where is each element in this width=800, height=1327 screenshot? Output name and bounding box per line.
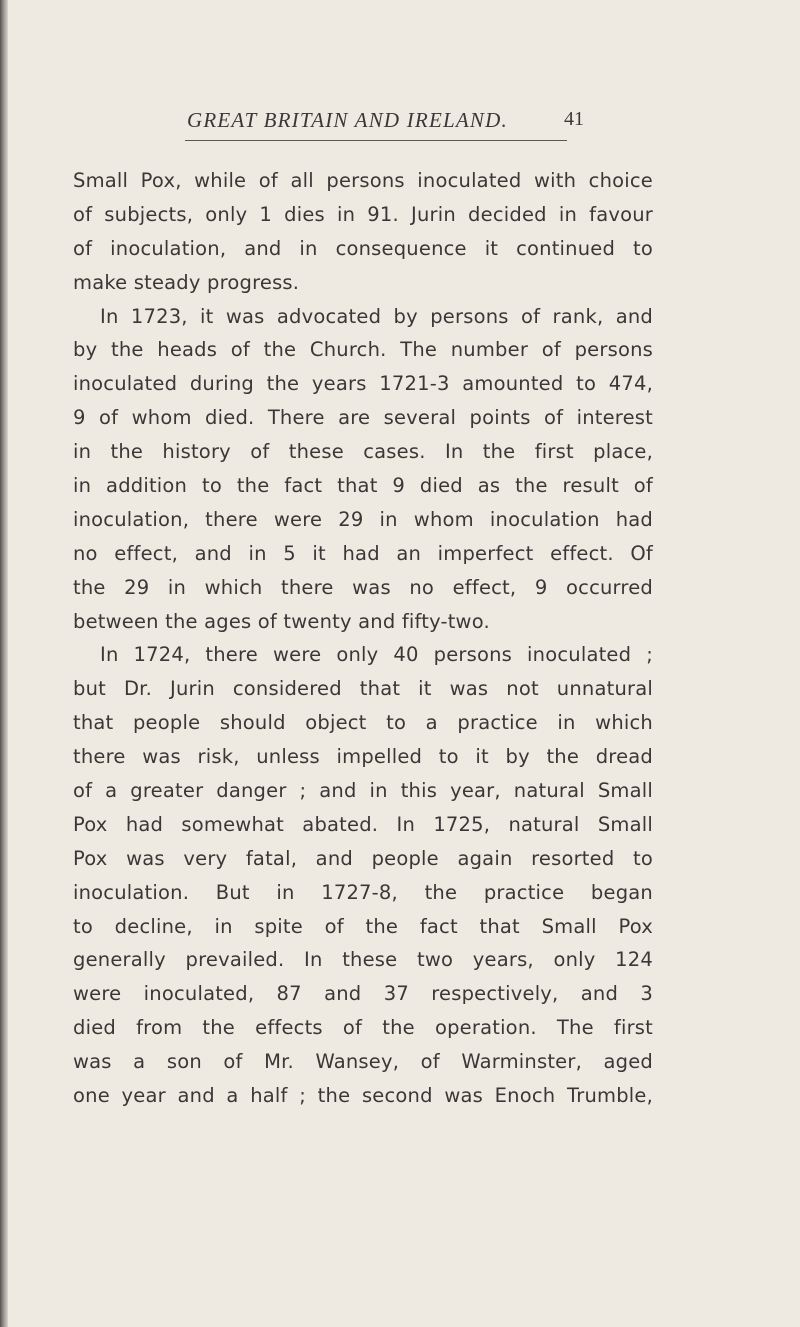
text-line: no effect, and in 5 it had an imperfect effect. Of <box>73 541 653 565</box>
text-line: in addition to the fact that 9 died as the result of <box>73 474 653 498</box>
text-line: to decline, in spite of the fact that Small Pox <box>73 914 653 938</box>
text-line: of subjects, only 1 dies in 91. Jurin decided in favour <box>73 202 653 226</box>
text-line: 9 of whom died. There are several points of interest <box>73 406 653 430</box>
body-text <box>73 164 653 1113</box>
text-line: was a son of Mr. Wansey, of Warminster, aged <box>73 1050 653 1074</box>
text-line: Small Pox, while of all persons inoculated with choice <box>73 169 653 192</box>
text-line: by the heads of the Church. The number of persons <box>73 338 653 362</box>
page-binding-edge <box>0 0 8 1327</box>
text-line: between the ages of twenty and fifty-two. <box>73 609 490 633</box>
text-line: of a greater danger ; and in this year, natural Small <box>73 779 653 803</box>
text-line: in the history of these cases. In the first place, <box>73 440 653 464</box>
text-line: but Dr. Jurin considered that it was not unnatural <box>73 677 653 701</box>
header-rule <box>185 140 567 141</box>
text-line: inoculated during the years 1721-3 amounted to 474, <box>73 372 653 396</box>
running-head: GREAT BRITAIN AND IRELAND. <box>187 108 508 132</box>
page-number: 41 <box>564 108 584 130</box>
text-line: were inoculated, 87 and 37 respectively, and 3 <box>73 982 653 1006</box>
text-line: In 1723, it was advocated by persons of rank, and <box>100 304 653 328</box>
text-line: make steady progress. <box>73 270 300 294</box>
text-line: died from the effects of the operation. The first <box>73 1016 653 1040</box>
text-line: of inoculation, and in consequence it continued to <box>73 236 653 260</box>
text-line: Pox had somewhat abated. In 1725, natural Small <box>73 812 653 836</box>
text-line: Pox was very fatal, and people again resorted to <box>73 846 653 870</box>
text-line: there was risk, unless impelled to it by the dread <box>73 745 653 769</box>
text-line: the 29 in which there was no effect, 9 occurred <box>73 575 653 599</box>
text-line: inoculation, there were 29 in whom inoculation had <box>73 507 653 531</box>
page-header <box>185 108 590 138</box>
text-line: inoculation. But in 1727-8, the practice began <box>73 880 653 904</box>
text-line: In 1724, there were only 40 persons inoculated ; <box>100 643 653 667</box>
text-line: one year and a half ; the second was Enoch Trumble, <box>73 1084 653 1108</box>
text-line: that people should object to a practice in which <box>73 711 653 735</box>
text-line: generally prevailed. In these two years, only 124 <box>73 948 653 972</box>
